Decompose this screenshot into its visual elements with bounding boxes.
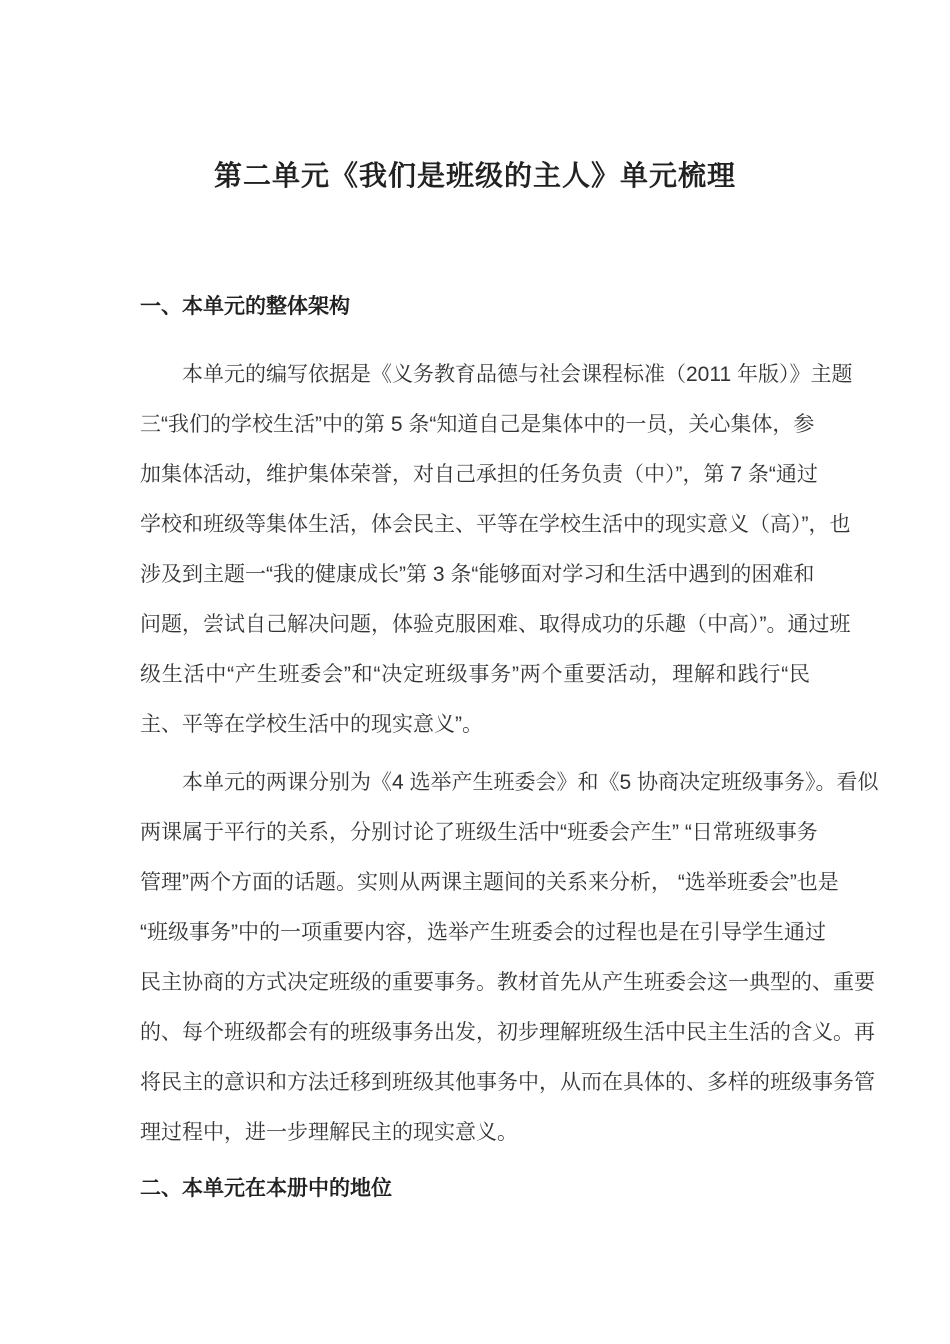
paragraph-2-line: 理过程中，进一步理解民主的现实意义。 [140, 1121, 518, 1144]
paragraph-1-line: 涉及到主题一“我的健康成长”第 3 条“能够面对学习和生活中遇到的困难和 [140, 563, 815, 586]
paragraph-2-line: 管理”两个方面的话题。实则从两课主题间的关系来分析， “选举班委会”也是 [140, 871, 839, 894]
paragraph-2-line: 两课属于平行的关系，分别讨论了班级生活中“班委会产生” “日常班级事务 [140, 821, 818, 844]
document-title: 第二单元《我们是班级的主人》单元梳理 [213, 160, 736, 191]
paragraph-2 [140, 758, 879, 1158]
paragraph-2-line: 的、每个班级都会有的班级事务出发，初步理解班级生活中民主生活的含义。再 [140, 1021, 875, 1044]
paragraph-2-line: 本单元的两课分别为《4 选举产生班委会》和《5 协商决定班级事务》。看似 [182, 771, 879, 794]
section-heading-2: 二、本单元在本册中的地位 [140, 1177, 392, 1200]
section-heading-1: 一、本单元的整体架构 [140, 295, 350, 318]
paragraph-2-line: “班级事务”中的一项重要内容，选举产生班委会的过程也是在引导学生通过 [140, 921, 826, 944]
paragraph-1-line: 问题，尝试自己解决问题，体验克服困难、取得成功的乐趣（中高）”。通过班 [140, 613, 851, 636]
paragraph-1-line: 学校和班级等集体生活，体会民主、平等在学校生活中的现实意义（高）”，也 [140, 513, 851, 536]
paragraph-2-line: 将民主的意识和方法迁移到班级其他事务中，从而在具体的、多样的班级事务管 [140, 1071, 875, 1094]
paragraph-1-line: 加集体活动，维护集体荣誉，对自己承担的任务负责（中）”，第 7 条“通过 [140, 463, 818, 486]
paragraph-2-line: 民主协商的方式决定班级的重要事务。教材首先从产生班委会这一典型的、重要 [140, 971, 875, 994]
paragraph-1-line: 级生活中“产生班委会”和“决定班级事务”两个重要活动，理解和践行“民 [140, 663, 810, 686]
paragraph-1-line: 三“我们的学校生活”中的第 5 条“知道自己是集体中的一员，关心集体，参 [140, 413, 815, 436]
paragraph-1 [140, 350, 853, 750]
paragraph-1-line: 本单元的编写依据是《义务教育品德与社会课程标准（2011 年版）》主题 [182, 363, 853, 386]
paragraph-1-line: 主、平等在学校生活中的现实意义”。 [140, 713, 483, 736]
